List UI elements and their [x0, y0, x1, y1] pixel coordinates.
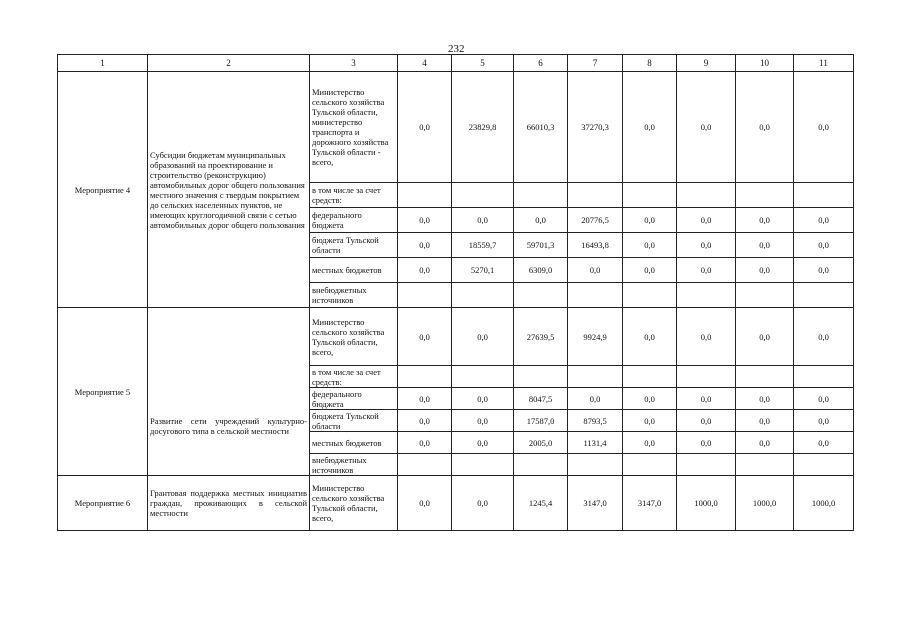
value-cell: 0,0 [514, 208, 568, 233]
value-cell: 1000,0 [794, 476, 854, 531]
value-cell: 8047,5 [514, 388, 568, 410]
value-cell: 16493,8 [568, 233, 623, 258]
value-cell [736, 283, 794, 308]
value-cell: 0,0 [398, 388, 452, 410]
value-cell: 0,0 [794, 308, 854, 366]
value-cell [677, 183, 736, 208]
value-cell [398, 183, 452, 208]
budget-table [57, 54, 854, 531]
value-cell: 2005,0 [514, 432, 568, 454]
value-cell: 0,0 [677, 72, 736, 183]
value-cell: 0,0 [398, 476, 452, 531]
value-cell: 0,0 [398, 258, 452, 283]
value-cell: 0,0 [794, 72, 854, 183]
value-cell: 3147,0 [568, 476, 623, 531]
value-cell: 0,0 [736, 72, 794, 183]
value-cell [398, 283, 452, 308]
funding-source: федерального бюджета [310, 208, 398, 233]
value-cell: 0,0 [452, 476, 514, 531]
column-header: 6 [514, 55, 568, 72]
measure-title: Субсидии бюджетам муниципальных образований на проектирование и строительство (реконструкцию) автомобильных дорог общего пользования местного значения с твердым покрытием до сельских населенных пунктов, не имеющих круглогодичной связи с сетью автомобильных дорог общего пользования [148, 72, 310, 308]
value-cell: 0,0 [736, 258, 794, 283]
value-cell [736, 454, 794, 476]
value-cell: 66010,3 [514, 72, 568, 183]
value-cell: 0,0 [568, 388, 623, 410]
value-cell [568, 283, 623, 308]
value-cell: 0,0 [452, 208, 514, 233]
funding-source: местных бюджетов [310, 258, 398, 283]
funding-source: бюджета Тульской области [310, 233, 398, 258]
value-cell: 18559,7 [452, 233, 514, 258]
value-cell: 0,0 [677, 388, 736, 410]
value-cell: 0,0 [677, 308, 736, 366]
value-cell: 0,0 [736, 388, 794, 410]
value-cell [736, 366, 794, 388]
funding-source: в том числе за счет средств: [310, 183, 398, 208]
value-cell: 0,0 [794, 208, 854, 233]
funding-source: Министерство сельского хозяйства Тульской области, министерство транспорта и дорожного хозяйства Тульской области - всего, [310, 72, 398, 183]
value-cell: 0,0 [623, 308, 677, 366]
value-cell [623, 366, 677, 388]
value-cell: 0,0 [623, 432, 677, 454]
value-cell: 17587,0 [514, 410, 568, 432]
value-cell: 0,0 [736, 410, 794, 432]
value-cell: 1000,0 [677, 476, 736, 531]
value-cell: 0,0 [736, 233, 794, 258]
column-header: 7 [568, 55, 623, 72]
measure-title: Грантовая поддержка местных инициатив граждан, проживающих в сельской местности [148, 476, 310, 531]
column-header: 1 [58, 55, 148, 72]
value-cell: 1000,0 [736, 476, 794, 531]
value-cell: 0,0 [677, 432, 736, 454]
value-cell: 0,0 [452, 432, 514, 454]
value-cell: 37270,3 [568, 72, 623, 183]
value-cell: 0,0 [452, 308, 514, 366]
value-cell [398, 454, 452, 476]
funding-source: внебюджетных источников [310, 283, 398, 308]
value-cell: 0,0 [398, 72, 452, 183]
value-cell: 6309,0 [514, 258, 568, 283]
column-header: 3 [310, 55, 398, 72]
value-cell: 0,0 [623, 258, 677, 283]
column-header: 11 [794, 55, 854, 72]
value-cell [398, 366, 452, 388]
value-cell: 0,0 [623, 410, 677, 432]
value-cell [452, 283, 514, 308]
value-cell: 0,0 [736, 208, 794, 233]
table-row [58, 72, 854, 183]
value-cell [794, 454, 854, 476]
value-cell: 0,0 [677, 410, 736, 432]
value-cell [623, 454, 677, 476]
value-cell: 0,0 [398, 410, 452, 432]
value-cell: 27639,5 [514, 308, 568, 366]
table-row [58, 308, 854, 366]
value-cell: 0,0 [736, 432, 794, 454]
measure-title: Развитие сети учреждений культурно-досугового типа в сельской местности [148, 308, 310, 476]
column-header: 5 [452, 55, 514, 72]
value-cell [452, 454, 514, 476]
header-row [58, 55, 854, 72]
funding-source: местных бюджетов [310, 432, 398, 454]
value-cell: 20776,5 [568, 208, 623, 233]
value-cell: 0,0 [794, 258, 854, 283]
measure-label: Мероприятие 4 [58, 72, 148, 308]
funding-source: бюджета Тульской области [310, 410, 398, 432]
value-cell [514, 183, 568, 208]
value-cell: 8793,5 [568, 410, 623, 432]
table-row [58, 476, 854, 531]
value-cell [623, 183, 677, 208]
page-number: 232 [448, 43, 465, 55]
funding-source: федерального бюджета [310, 388, 398, 410]
value-cell [514, 454, 568, 476]
value-cell: 0,0 [794, 432, 854, 454]
column-header: 4 [398, 55, 452, 72]
value-cell [677, 283, 736, 308]
value-cell: 0,0 [452, 410, 514, 432]
column-header: 10 [736, 55, 794, 72]
value-cell: 0,0 [794, 233, 854, 258]
value-cell: 23829,8 [452, 72, 514, 183]
column-header: 8 [623, 55, 677, 72]
value-cell: 0,0 [794, 410, 854, 432]
measure-label: Мероприятие 5 [58, 308, 148, 476]
value-cell [677, 366, 736, 388]
value-cell: 3147,0 [623, 476, 677, 531]
value-cell: 1131,4 [568, 432, 623, 454]
value-cell [677, 454, 736, 476]
value-cell [623, 283, 677, 308]
value-cell: 0,0 [568, 258, 623, 283]
column-header: 9 [677, 55, 736, 72]
value-cell [514, 366, 568, 388]
measure-label: Мероприятие 6 [58, 476, 148, 531]
value-cell: 0,0 [623, 72, 677, 183]
value-cell: 0,0 [398, 208, 452, 233]
value-cell: 0,0 [452, 388, 514, 410]
value-cell [736, 183, 794, 208]
funding-source: в том числе за счет средств: [310, 366, 398, 388]
value-cell: 0,0 [736, 308, 794, 366]
value-cell: 9924,9 [568, 308, 623, 366]
value-cell [452, 183, 514, 208]
value-cell [568, 366, 623, 388]
value-cell: 59701,3 [514, 233, 568, 258]
column-header: 2 [148, 55, 310, 72]
value-cell: 0,0 [623, 233, 677, 258]
value-cell: 0,0 [398, 432, 452, 454]
value-cell: 1245,4 [514, 476, 568, 531]
value-cell: 0,0 [677, 258, 736, 283]
value-cell [568, 454, 623, 476]
value-cell: 0,0 [677, 208, 736, 233]
value-cell: 0,0 [398, 308, 452, 366]
funding-source: Министерство сельского хозяйства Тульской области, всего, [310, 476, 398, 531]
funding-source: Министерство сельского хозяйства Тульской области, всего, [310, 308, 398, 366]
funding-source: внебюджетных источников [310, 454, 398, 476]
value-cell [568, 183, 623, 208]
value-cell [514, 283, 568, 308]
table-body [58, 72, 854, 531]
value-cell [794, 183, 854, 208]
value-cell: 5270,1 [452, 258, 514, 283]
value-cell: 0,0 [623, 388, 677, 410]
value-cell: 0,0 [677, 233, 736, 258]
value-cell: 0,0 [623, 208, 677, 233]
value-cell [794, 366, 854, 388]
value-cell: 0,0 [794, 388, 854, 410]
value-cell [794, 283, 854, 308]
value-cell: 0,0 [398, 233, 452, 258]
value-cell [452, 366, 514, 388]
